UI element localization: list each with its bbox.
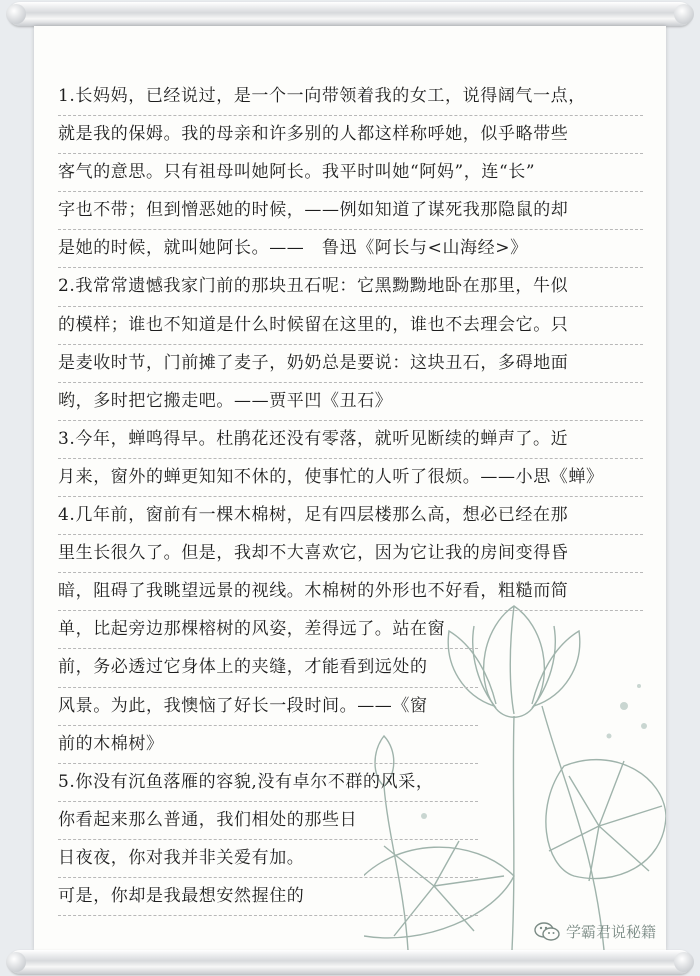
text-line: 3.今年，蝉鸣得早。杜鹃花还没有零落，就听见断续的蝉声了。近 <box>58 421 643 459</box>
text-lines <box>58 78 643 916</box>
text-line: 月来，窗外的蝉更知知不休的，使事忙的人听了很烦。——小思《蝉》 <box>58 459 643 497</box>
text-line: 字也不带；但到憎恶她的时候，——例如知道了谋死我那隐鼠的却 <box>58 192 643 230</box>
scroll-paper <box>34 26 666 950</box>
text-line: 就是我的保姆。我的母亲和许多别的人都这样称呼她，似乎略带些 <box>58 116 643 154</box>
text-line: 日夜夜，你对我并非关爱有加。 <box>58 840 478 878</box>
text-line: 里生长很久了。但是，我却不大喜欢它，因为它让我的房间变得昏 <box>58 535 643 573</box>
text-line: 1.长妈妈，已经说过，是一个一向带领着我的女工，说得阔气一点， <box>58 78 643 116</box>
watermark <box>534 921 656 942</box>
text-line: 哟，多时把它搬走吧。——贾平凹《丑石》 <box>58 383 643 421</box>
text-line: 可是，你却是我最想安然握住的 <box>58 878 478 916</box>
rod-cap-right <box>674 952 694 972</box>
text-line: 是麦收时节，门前摊了麦子，奶奶总是要说：这块丑石，多碍地面 <box>58 345 643 383</box>
scroll-rod-bottom <box>8 950 692 974</box>
text-line: 前，务必透过它身体上的夹缝，才能看到远处的 <box>58 649 478 687</box>
text-line: 4.几年前，窗前有一棵木棉树，足有四层楼那么高，想必已经在那 <box>58 497 643 535</box>
text-line: 风景。为此，我懊恼了好长一段时间。——《窗 <box>58 688 478 726</box>
text-line: 你看起来那么普通，我们相处的那些日 <box>58 802 478 840</box>
text-line: 单，比起旁边那棵榕树的风姿，差得远了。站在窗 <box>58 611 478 649</box>
rod-cap-left <box>6 4 26 24</box>
rod-cap-left <box>6 952 26 972</box>
text-line: 是她的时候，就叫她阿长。—— 鲁迅《阿长与<山海经>》 <box>58 230 643 268</box>
text-line: 2.我常常遗憾我家门前的那块丑石呢：它黑黝黝地卧在那里，牛似 <box>58 268 643 306</box>
watermark-text: 学霸君说秘籍 <box>565 923 656 941</box>
text-line: 暗，阻碍了我眺望远景的视线。木棉树的外形也不好看，粗糙而简 <box>58 573 643 611</box>
text-line: 的模样；谁也不知道是什么时候留在这里的，谁也不去理会它。只 <box>58 307 643 345</box>
text-line: 前的木棉树》 <box>58 726 478 764</box>
rod-cap-right <box>674 4 694 24</box>
text-line: 5.你没有沉鱼落雁的容貌,没有卓尔不群的风采， <box>58 764 478 802</box>
text-line: 客气的意思。只有祖母叫她阿长。我平时叫她“阿妈”，连“长” <box>58 154 643 192</box>
wechat-icon <box>534 922 560 942</box>
scroll-rod-top <box>8 2 692 26</box>
